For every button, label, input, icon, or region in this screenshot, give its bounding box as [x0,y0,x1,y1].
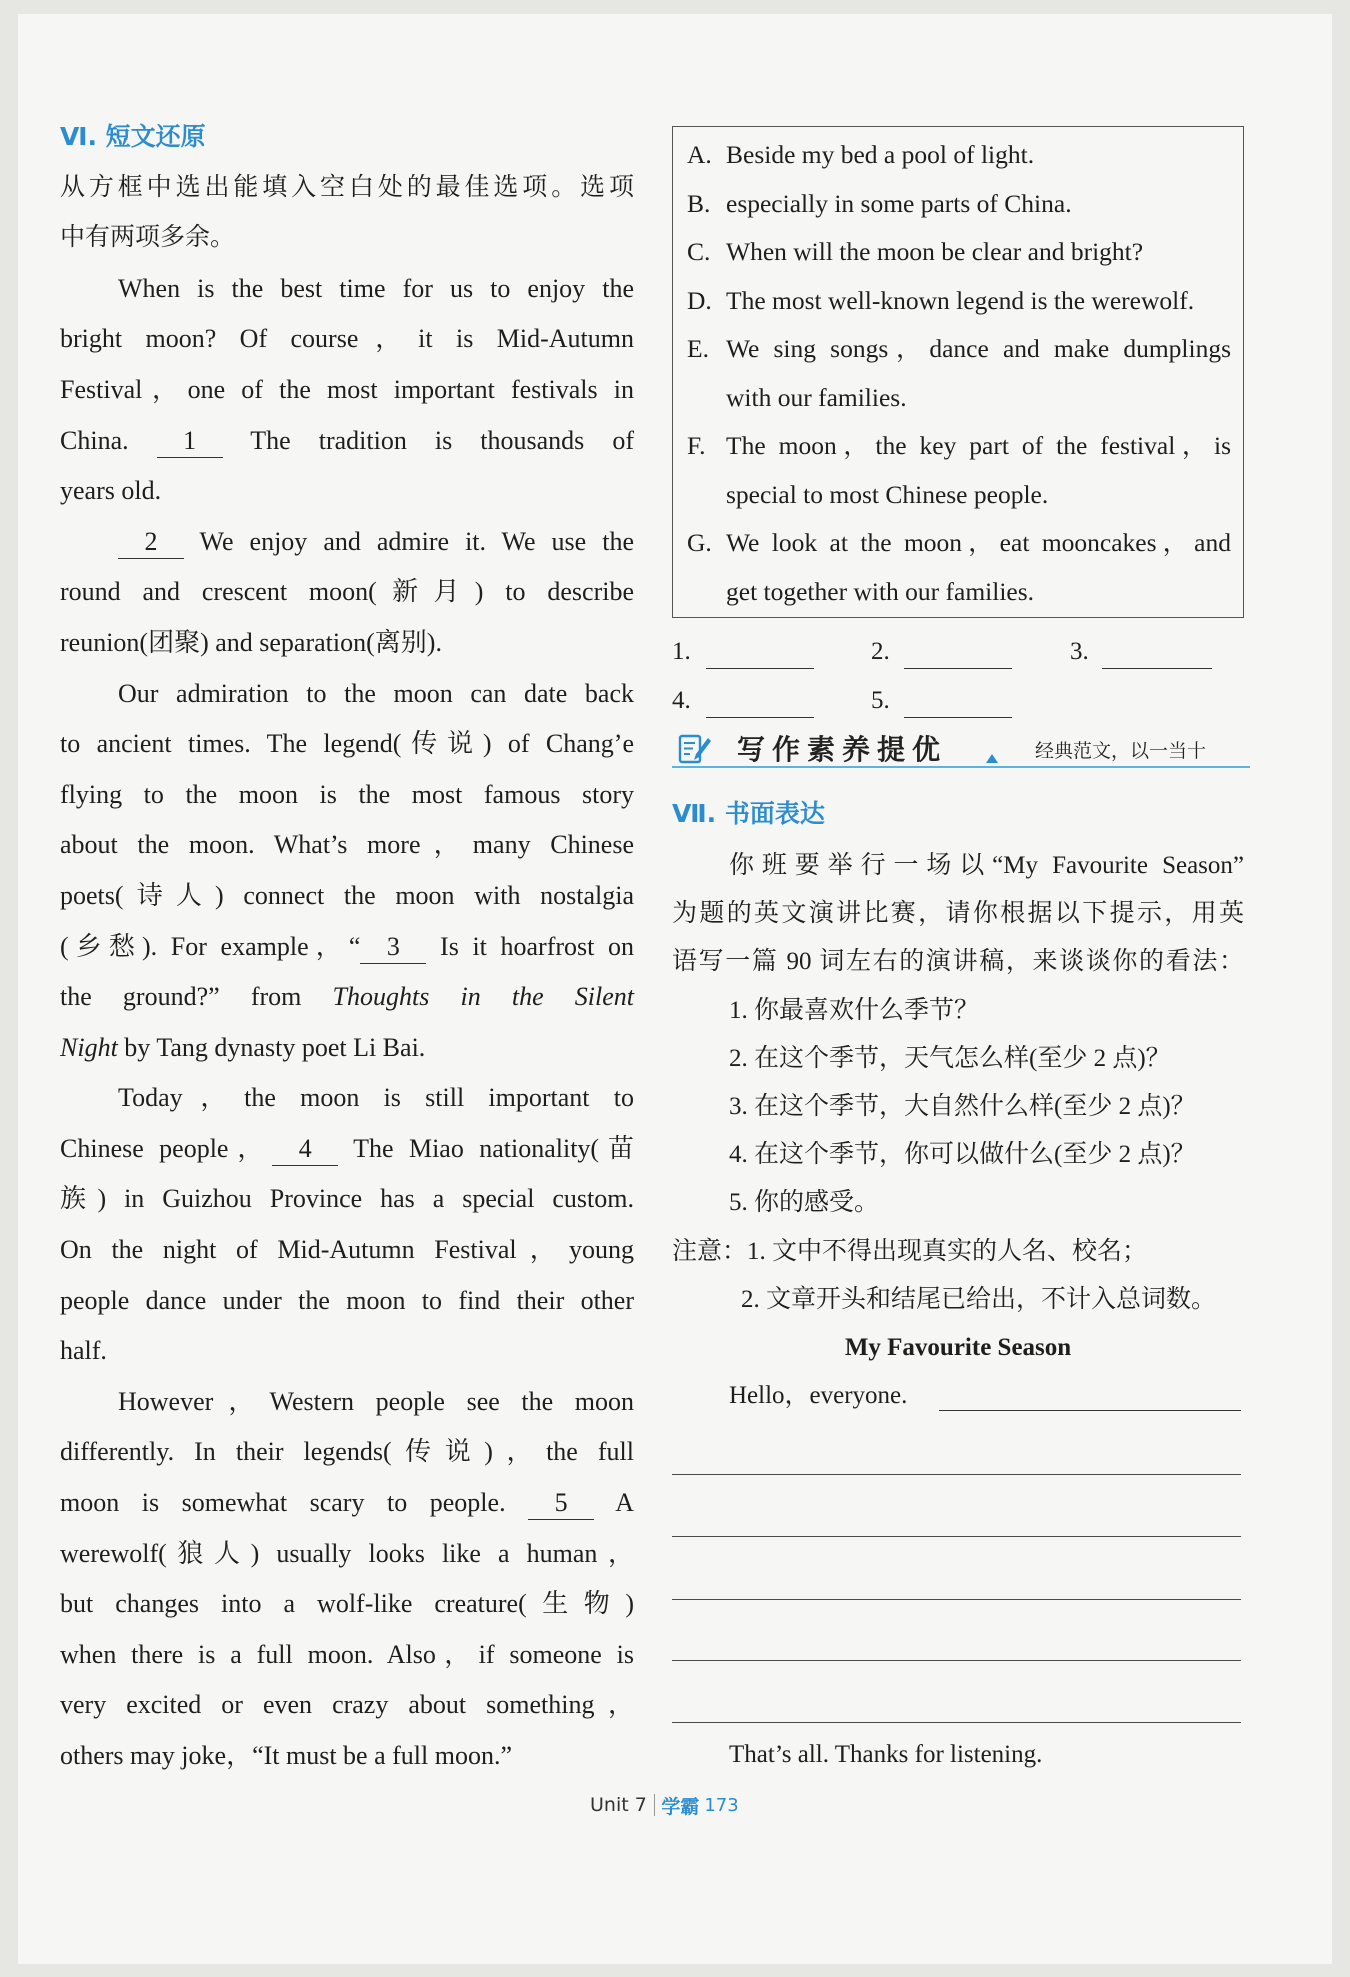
passage-line [60,365,634,416]
option-letter: F. [687,431,706,460]
passage-text: bright moon? Of course，it is Mid-Autumn [60,324,634,354]
section-heading: Ⅶ. 书面表达 [672,799,825,828]
writing-line [672,1536,1241,1537]
passage-line [60,1427,634,1478]
passage-text: others may joke，“It must be a full moon.” [60,1741,513,1770]
option-line [687,131,1231,180]
passage-text: The Miao nationality(苗 [338,1133,634,1163]
answer-line [904,717,1012,718]
passage-line [60,1579,634,1630]
writing-line [672,1599,1241,1600]
option-line [687,277,1231,326]
passage-text: about the moon. What’s more，many Chinese [60,830,634,860]
passage-text: when there is a full moon. Also，if someone is [60,1639,634,1669]
passage-text: Festival，one of the most important festivals in [60,374,634,404]
passage-line [60,517,634,568]
passage-line [60,922,634,973]
banner-subtitle: 经典范文，以一当十 [1035,740,1207,762]
passage-line [60,871,634,922]
answer-line [706,717,814,718]
passage-line [60,1529,634,1580]
answer-label: 5. [871,687,890,714]
hint-item: 4. 在这个季节，你可以做什么(至少 2 点)？ [729,1141,1196,1169]
passage-text: by Tang dynasty poet Li Bai. [117,1032,426,1062]
passage-text: flying to the moon is the most famous story [60,779,634,809]
notes-row [672,1228,1244,1276]
passage-text: the ground?” from [60,982,333,1012]
passage-line [60,770,634,821]
passage-line [60,1731,634,1782]
passage-text: moon is somewhat scary to people. [60,1488,529,1518]
answer-label: 1. [672,638,691,665]
option-letter: E. [687,334,709,363]
option-text: Beside my bed a pool of light. [726,140,1035,169]
option-text: When will the moon be clear and bright? [726,237,1144,266]
passage-text: When is the best time for us to enjoy the [118,273,634,303]
passage-text: but changes into a wolf-like creature(生物) [60,1589,634,1619]
option-line [687,471,1231,520]
passage-text: Our admiration to the moon can date back [118,678,634,708]
answer-blank: 5 [528,1487,594,1520]
option-text: The moon，the key part of the festival，is [726,431,1231,460]
reading-section [60,112,634,1782]
answer-label: 4. [672,687,691,714]
writing-task [672,842,1244,1420]
passage-line [60,1630,634,1681]
essay-title: My Favourite Season [844,1333,1072,1361]
passage-text: differently. In their legends(传说)，the full [60,1437,634,1467]
answer-label: 2. [871,638,890,665]
passage-text: On the night of Mid-Autumn Festival，young [60,1235,634,1265]
passage-text: werewolf(狼人) usually looks like a human， [60,1538,634,1568]
passage-line [60,314,634,365]
answer-blank: 4 [272,1133,338,1166]
hint-item: 3. 在这个季节，大自然什么样(至少 2 点)？ [729,1092,1196,1120]
passage-text: (乡愁). For example，“ [60,931,361,961]
passage-text: 族) in Guizhou Province has a special custom. [60,1184,634,1214]
option-text: special to most Chinese people. [726,479,1049,509]
passage-text: years old. [60,476,162,506]
answer-line [706,668,814,669]
passage-line [60,618,634,669]
answer-line [1102,668,1212,669]
option-line [687,374,1231,423]
option-letter: D. [687,285,712,315]
prompt-line: 语写一篇 90 词左右的演讲稿，来谈谈你的看法： [672,948,1244,976]
passage-line [60,1225,634,1276]
writing-line [672,1660,1241,1661]
passage-line [60,1680,634,1731]
passage-text: We enjoy and admire it. We use the [184,526,634,556]
section-heading: Ⅵ. 短文还原 [60,122,206,151]
passage-line [60,820,634,871]
hint-item: 1. 你最喜欢什么季节？ [729,996,980,1024]
instruction-line: 从方框中选出能填入空白处的最佳选项。选项 [60,173,634,201]
option-line [687,422,1231,471]
triangle-icon [986,754,998,763]
instruction-line: 中有两项多余。 [60,224,236,252]
banner-rule [672,766,1250,768]
option-line [687,228,1231,277]
option-line [687,180,1231,229]
closing-line: That’s all. Thanks for listening. [729,1741,1043,1768]
note-item: 1. 文中不得出现真实的人名、校名； [747,1237,1148,1265]
option-line [687,325,1231,374]
banner-title: 写作素养提优 [737,733,948,766]
passage-line [60,972,634,1023]
passage-line [60,567,634,618]
option-line [687,568,1231,617]
hint-item: 2. 在这个季节，天气怎么样(至少 2 点)？ [729,1044,1171,1072]
option-letter: A. [687,140,712,169]
answer-blank: 3 [360,931,426,964]
passage-line [60,1073,634,1124]
passage-text: The tradition is thousands of [222,425,635,455]
passage-line [60,1326,634,1377]
passage-text: to ancient times. The legend(传说) of Chang’e [60,729,634,759]
option-text: We sing songs，dance and make dumplings [726,334,1231,363]
passage-text: reunion(团聚) and separation(离别). [60,627,442,657]
option-line [687,519,1231,568]
answer-line [904,668,1012,669]
passage-line [60,1023,634,1074]
writing-line [939,1410,1241,1411]
passage-text: very excited or even crazy about something， [60,1690,634,1720]
notes-label: 注意： [672,1237,748,1265]
passage [60,264,634,1782]
writing-line [672,1474,1241,1475]
passage-text: China. [60,425,157,455]
option-text: with our families. [726,382,907,412]
passage-text: half. [60,1336,107,1366]
page-footer [590,1792,739,1818]
option-letter: B. [687,188,711,218]
passage-text: poets(诗人) connect the moon with nostalgia [60,880,634,910]
passage-line [60,1377,634,1428]
prompt-line: 为题的英文演讲比赛，请你根据以下提示，用英 [672,900,1244,928]
passage-text: round and crescent moon(新月) to describe [60,577,634,607]
note-item: 2. 文章开头和结尾已给出，不计入总词数。 [741,1285,1217,1313]
passage-text: However，Western people see the moon [118,1386,634,1416]
passage-text: Today，the moon is still important to [118,1083,634,1113]
passage-text: Chinese people， [60,1133,273,1163]
passage-text: Is it hoarfrost on [426,931,634,961]
option-letter: G. [687,528,712,557]
passage-line [60,416,634,467]
option-text: especially in some parts of China. [726,188,1072,218]
brand-name: 学霸 [661,1795,700,1818]
option-text: The most well-known legend is the werewolf. [726,285,1195,315]
option-text: get together with our families. [726,576,1035,606]
passage-line [60,264,634,315]
option-letter: C. [687,237,711,266]
page-number: 173 [704,1794,739,1816]
passage-line [60,719,634,770]
prompt-line: 你班要举行一场以“My Favourite Season” [729,852,1244,879]
hint-item: 5. 你的感受。 [729,1189,880,1217]
unit-label: Unit 7 [590,1794,647,1816]
opening-text: Hello，everyone. [729,1382,908,1410]
answer-blank: 2 [118,526,184,559]
passage-line [60,1478,634,1529]
passage-line [60,1124,634,1175]
passage-text: people dance under the moon to find their other [60,1285,634,1315]
answer-blank: 1 [157,425,223,458]
passage-line [60,466,634,517]
answer-label: 3. [1070,638,1089,665]
italic-title: Thoughts in the Silent [332,982,635,1012]
writing-line [672,1722,1241,1723]
passage-line [60,1174,634,1225]
passage-text: A [594,1488,635,1518]
options-box [672,126,1244,618]
opening-line [672,1372,1244,1420]
notepad-pencil-icon [678,733,712,765]
italic-title: Night [60,1032,118,1062]
passage-line [60,1276,634,1327]
option-text: We look at the moon，eat mooncakes，and [726,528,1231,557]
footer-divider [654,1794,656,1816]
passage-line [60,669,634,720]
